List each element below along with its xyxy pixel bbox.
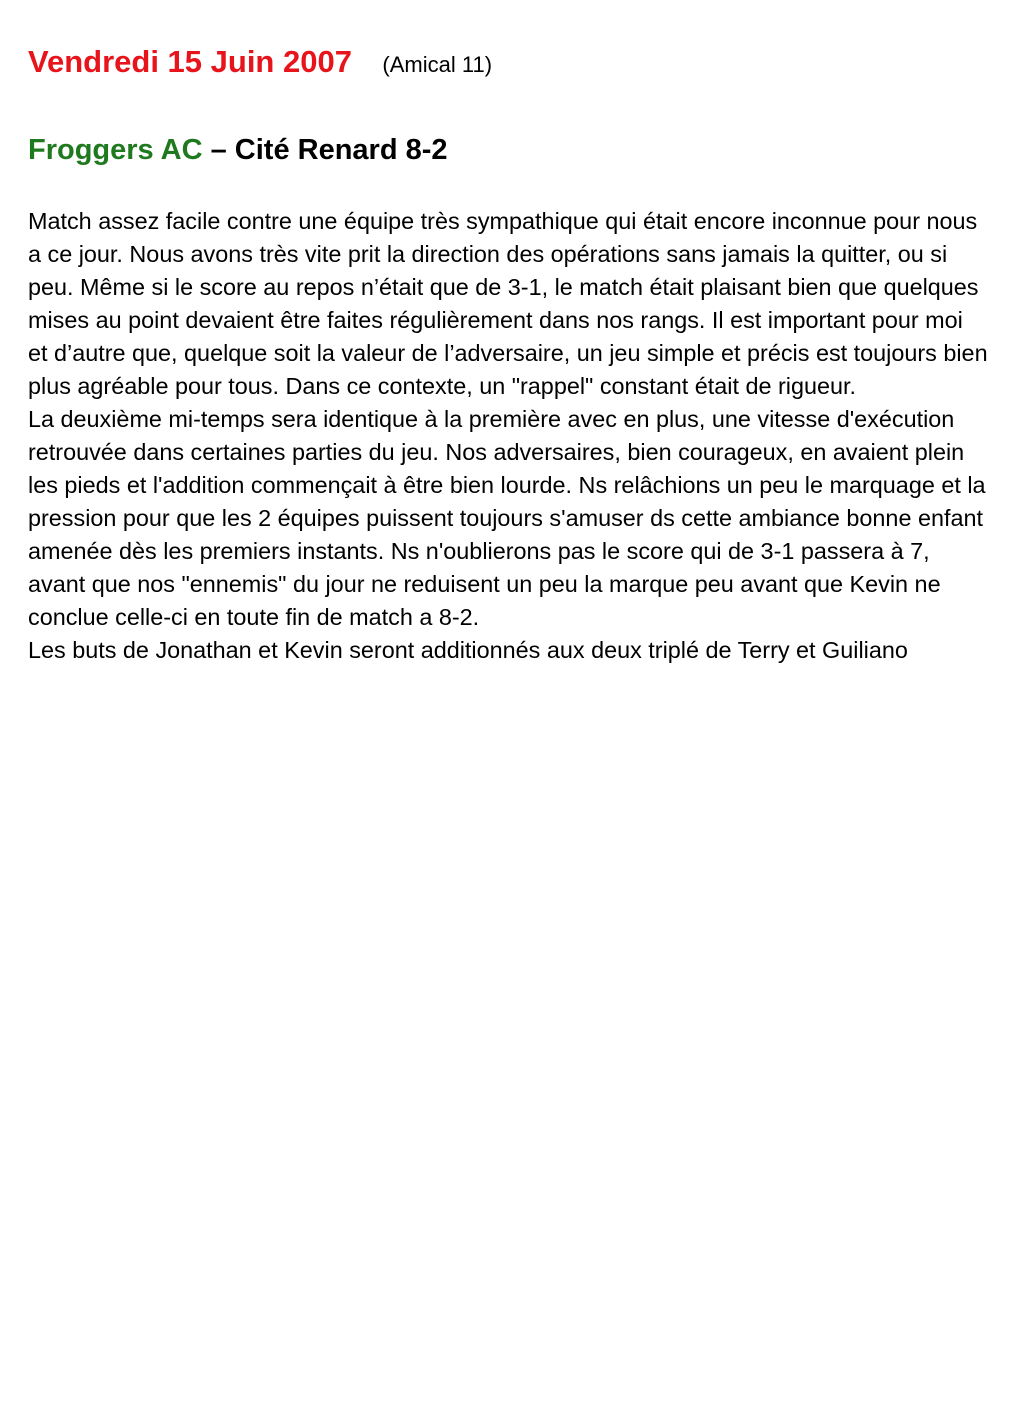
competition-label: (Amical 11) — [382, 52, 493, 77]
home-team-name: Froggers AC — [28, 134, 203, 166]
header-line — [28, 44, 492, 80]
opponent-and-score: – Cité Renard 8-2 — [202, 134, 448, 166]
report-body — [28, 205, 988, 667]
report-paragraph: Les buts de Jonathan et Kevin seront additionnés aux deux triplé de Terry et Guiliano — [28, 637, 908, 663]
match-date: Vendredi 15 Juin 2007 — [28, 44, 352, 79]
report-paragraph: La deuxième mi-temps sera identique à la première avec en plus, une vitesse d'exécution retrouvée dans certaines parties du jeu. Nos adversaires, bien courageux, en avaient plein les pieds et l'addition commençait à être bien lourde. Ns relâchions un peu le marquage et la pression pour que les 2 équipes puissent toujours s'amuser ds cette ambiance bonne enfant amenée dès les premiers instants. Ns n'oublierons pas le score qui de 3-1 passera à 7, avant que nos "ennemis" du jour ne reduisent un peu la marque peu avant que Kevin ne conclue celle-ci en toute fin de match a 8-2. — [28, 406, 986, 630]
match-title — [28, 134, 448, 167]
report-paragraph: Match assez facile contre une équipe très sympathique qui était encore inconnue pour nous a ce jour. Nous avons très vite prit la direction des opérations sans jamais la quitter, ou si peu. Même si le score au repos n’était que de 3-1, le match était plaisant bien que quelques mises au point devaient être faites régulièrement dans nos rangs. Il est important pour moi et d’autre que, quelque soit la valeur de l’adversaire, un jeu simple et précis est toujours bien plus agréable pour tous. Dans ce contexte, un "rappel" constant était de rigueur. — [28, 208, 988, 399]
